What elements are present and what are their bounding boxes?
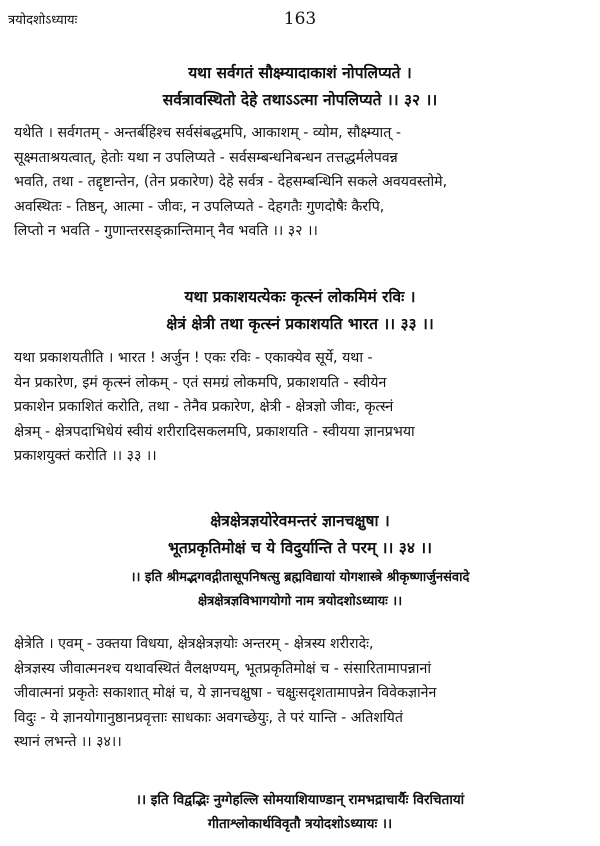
verse-34-line-2: भूतप्रकृतिमोक्षं च ये विदुर्यान्ति ते परम् ।। ३४ ।। bbox=[167, 539, 433, 557]
verse-34-line-1: क्षेत्रक्षेत्रज्ञयोरेवमन्तरं ज्ञानचक्षुषा । bbox=[210, 512, 390, 530]
commentary-33 bbox=[14, 346, 584, 469]
commentary-34-line: क्षेत्रज्ञस्य जीवात्मनश्च यथावस्थितं वैलक्षण्यम्, भूतप्रकृतिमोक्षं च - संसारितामापन्नानां bbox=[14, 660, 431, 677]
commentary-33-line: यथा प्रकाशयतीति । भारत ! अर्जुन ! एकः रविः - एकाक्येव सूर्ये, यथा - bbox=[14, 350, 373, 366]
commentary-33-line: येन प्रकारेण, इमं कृत्स्नं लोकम् - एतं समग्रं लोकमपि, प्रकाशयति - स्वीयेन bbox=[14, 374, 387, 391]
chapter-colophon-line-2: क्षेत्रक्षेत्रज्ञविभागयोगो नाम त्रयोदशोऽध्यायः ।। bbox=[197, 594, 403, 609]
commentary-32-line: भवति, तथा - तद्दृष्टान्तेन, (तेन प्रकारेण) देहे सर्वत्र - देहसम्बन्धिनि सकले अवयवस्तोमे, bbox=[14, 174, 448, 191]
verse-32-line-2: सर्वत्रावस्थितो देहे तथाऽऽत्मा नोपलिप्यते ।। ३२ ।। bbox=[162, 91, 438, 109]
commentary-32-line: यथेति । सर्वगतम् - अन्तर्बहिश्च सर्वसंबद्धमपि, आकाशम् - व्योम, सौक्ष्म्यात् - bbox=[14, 125, 401, 141]
commentary-32-line: अवस्थितः - तिष्ठन्, आत्मा - जीवः, न उपलिप्यते - देहगतैः गुणदोषैः कैरपि, bbox=[14, 198, 385, 215]
commentary-34-line: जीवात्मनां प्रकृतेः सकाशात् मोक्षं च, ये ज्ञानचक्षुषा - चक्षुःसदृशतामापन्नेन विवेकज्ञानेन bbox=[14, 685, 437, 702]
verse-33-line-2: क्षेत्रं क्षेत्री तथा कृत्स्नं प्रकाशयति भारत ।। ३३ ।। bbox=[166, 315, 434, 333]
commentary-33-line: क्षेत्रम् - क्षेत्रपदाभिधेयं स्वीयं शरीरादिसकलमपि, प्रकाशयति - स्वीयया ज्ञानप्रभया bbox=[14, 423, 415, 440]
commentary-33-line: प्रकाशेन प्रकाशितं करोति, तथा - तेनैव प्रकारेण, क्षेत्री - क्षेत्रज्ञो जीवः, कृत्स्नं bbox=[14, 399, 394, 416]
verse-33 bbox=[0, 284, 600, 338]
final-colophon-line-2: गीताश्लोकार्थविवृतौ त्रयोदशोऽध्यायः ।। bbox=[207, 816, 393, 832]
commentary-34 bbox=[14, 632, 584, 755]
commentary-34-line: विदुः - ये ज्ञानयोगानुष्ठानप्रवृत्ताः साधकाः अवगच्छेयुः, ते परं यान्ति - अतिशयितं bbox=[14, 709, 403, 726]
final-colophon bbox=[0, 788, 600, 836]
chapter-colophon bbox=[0, 566, 600, 614]
commentary-34-line: क्षेत्रेति । एवम् - उक्तया विधया, क्षेत्रक्षेत्रज्ञयोः अन्तरम् - क्षेत्रस्य शरीरादेः, bbox=[14, 636, 374, 652]
verse-32 bbox=[0, 60, 600, 114]
page-number: 163 bbox=[283, 9, 317, 29]
commentary-33-line: प्रकाशयुक्तं करोति ।। ३३ ।। bbox=[14, 448, 157, 465]
verse-33-line-1: यथा प्रकाशयत्येकः कृत्स्नं लोकमिमं रविः । bbox=[184, 288, 416, 306]
commentary-34-line: स्थानं लभन्ते ।। ३४।। bbox=[14, 734, 122, 751]
commentary-32-line: सूक्ष्मताश्रयत्वात्, हेतोः यथा न उपलिप्यते - सर्वसम्बन्धनिबन्धन तत्तद्धर्मलेपवन्न bbox=[14, 149, 398, 166]
commentary-32-line: लिप्तो न भवति - गुणान्तरसङ्क्रान्तिमान् नैव भवति ।। ३२ ।। bbox=[14, 223, 318, 240]
running-header-chapter: त्रयोदशोऽध्यायः bbox=[8, 13, 78, 28]
verse-32-line-1: यथा सर्वगतं सौक्ष्म्यादाकाशं नोपलिप्यते । bbox=[188, 64, 412, 82]
final-colophon-line-1: ।। इति विद्वद्भिः नुग्गेहल्लि सोमयाशियाण्डान् रामभद्राचार्यैः विरचितायां bbox=[135, 792, 465, 808]
chapter-colophon-line-1: ।। इति श्रीमद्भगवद्गीतासूपनिषत्सु ब्रह्मविद्यायां योगशास्त्रे श्रीकृष्णार्जुनसंवादे bbox=[130, 570, 470, 585]
commentary-32 bbox=[14, 121, 584, 244]
verse-34 bbox=[0, 508, 600, 562]
